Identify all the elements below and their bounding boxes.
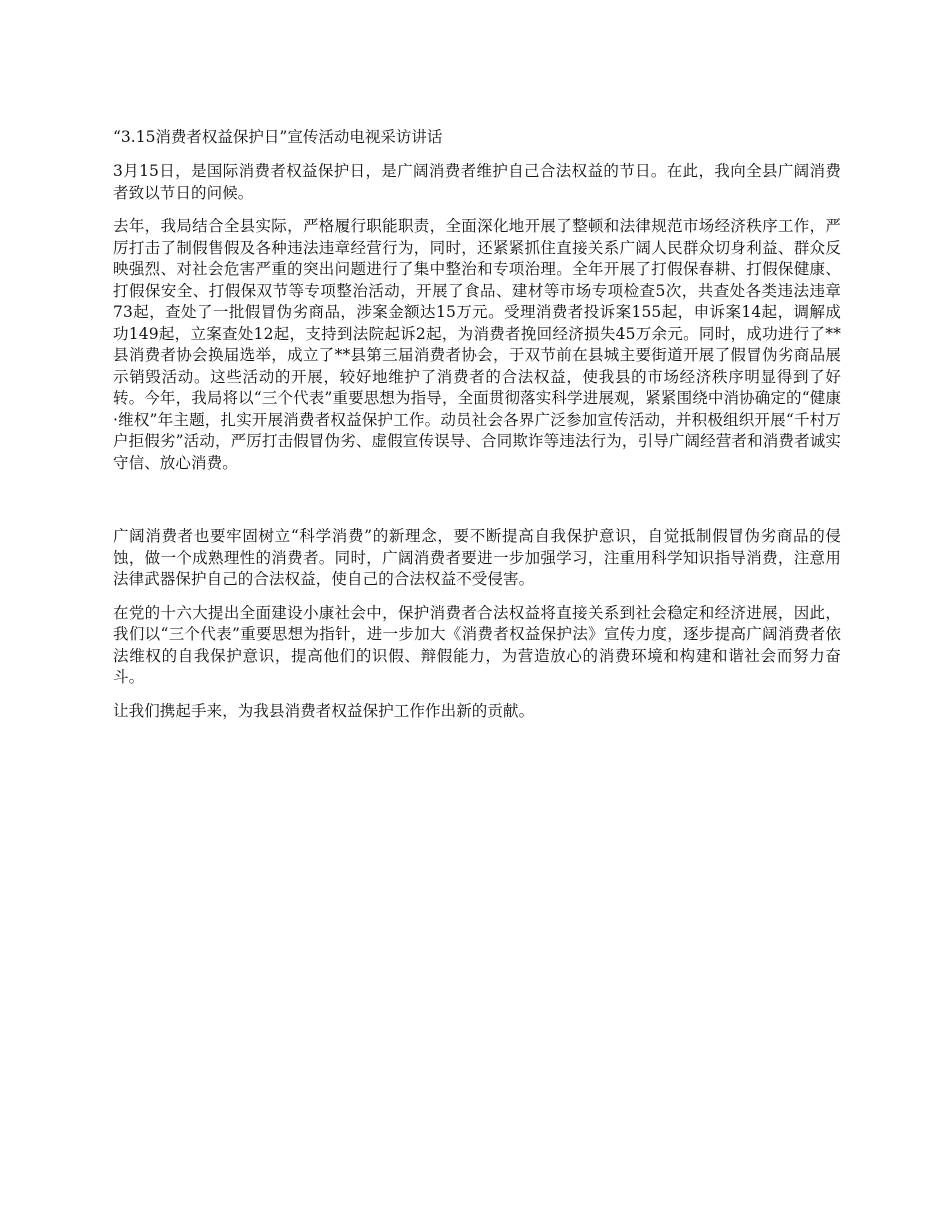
paragraph-last-year-work: 去年，我局结合全县实际，严格履行职能职责，全面深化地开展了整顿和法律规范市场经济秩序工作，严厉打击了制假售假及各种违法违章经营行为，同时，还紧紧抓住直接关系广阔人民群众切身利益、群众反映强烈、对社会危害严重的突出问题进行了集中整治和专项治理。全年开展了打假保春耕、打假保健康、打假保安全、打假保双节等专项整治活动，开展了食品、建材等市场专项检查5次，共查处各类违法违章73起，查处了一批假冒伪劣商品，涉案金额达15万元。受理消费者投诉案155起，申诉案14起，调解成功149起，立案查处12起，支持到法院起诉2起，为消费者挽回经济损失45万余元。同时，成功进行了**县消费者协会换届选举，成立了**县第三届消费者协会，于双节前在县城主要街道开展了假冒伪劣商品展示销毁活动。这些活动的开展，较好地维护了消费者的合法权益，使我县的市场经济秩序明显得到了好转。今年，我局将以“三个代表”重要思想为指导，全面贯彻落实科学进展观，紧紧围绕中消协确定的“健康·维权”年主题，扎实开展消费者权益保护工作。动员社会各界广泛参加宣传活动，并积极组织开展“千村万户拒假劣”活动，严厉打击假冒伪劣、虚假宣传误导、合同欺诈等违法行为，引导广阔经营者和消费者诚实守信、放心消费。 [113,217,841,472]
paragraph-greeting: 3月15日，是国际消费者权益保护日，是广阔消费者维护自己合法权益的节日。在此，我向全县广阔消费者致以节日的问候。 [113,162,841,202]
paragraph-policy: 在党的十六大提出全面建设小康社会中，保护消费者合法权益将直接关系到社会稳定和经济进展，因此，我们以“三个代表”重要思想为指针，进一步加大《消费者权益保护法》宣传力度，逐步提高广阔消费者依法维权的自我保护意识，提高他们的识假、辩假能力，为营造放心的消费环境和构建和谐社会而努力奋斗。 [113,603,841,686]
paragraph-closing: 让我们携起手来，为我县消费者权益保护工作作出新的贡献。 [113,701,535,720]
document-page [113,126,841,734]
document-title: “3.15消费者权益保护日”宣传活动电视采访讲话 [113,128,443,146]
paragraph-consumer-advice: 广阔消费者也要牢固树立“科学消费”的新理念，要不断提高自我保护意识，自觉抵制假冒伪劣商品的侵蚀，做一个成熟理性的消费者。同时，广阔消费者要进一步加强学习，注重用科学知识指导消费，注意用法律武器保护自己的合法权益，使自己的合法权益不受侵害。 [113,527,841,588]
paragraph-spacer [113,486,841,526]
